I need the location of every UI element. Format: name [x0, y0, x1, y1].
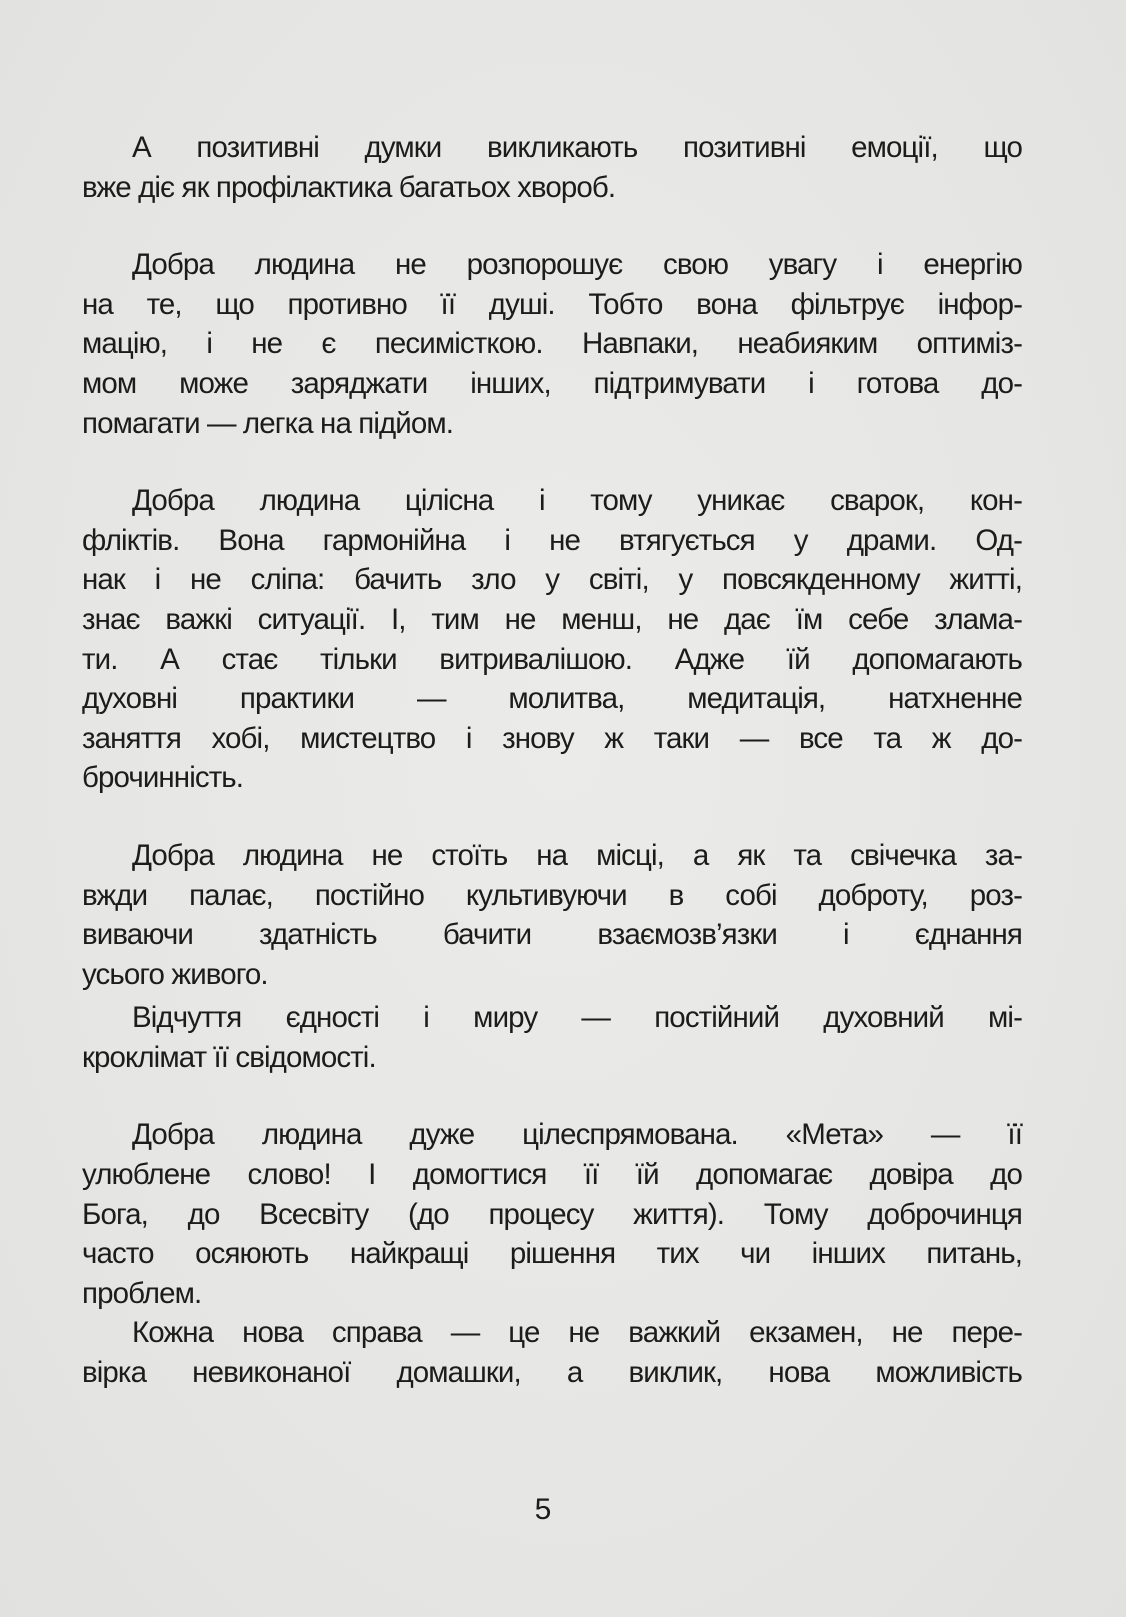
text-line: на те, що противно її душі. Тобто вона фільтрує інфор-: [82, 287, 1022, 321]
paragraph-integrity: [82, 481, 1022, 798]
page-text: [82, 128, 1022, 1393]
paragraph-spacer: [82, 1077, 1022, 1115]
text-line: знає важкі ситуації. І, тим не менш, не дає їм себе злама-: [82, 602, 1022, 636]
text-line: Добра людина цілісна і тому уникає сварок, кон-: [132, 484, 1022, 518]
text-line: часто осяюють найкращі рішення тих чи інших питань,: [82, 1237, 1022, 1271]
paragraph-new-task: [82, 1313, 1022, 1392]
text-line: А позитивні думки викликають позитивні емоції, що: [132, 131, 1022, 164]
text-line: кроклімат її свідомості.: [82, 1040, 376, 1074]
paragraph-spacer: [82, 207, 1022, 245]
text-line: улюблене слово! І домогтися її їй допомагає довіра до: [82, 1158, 1022, 1192]
text-line: Добра людина дуже цілеспрямована. «Мета» — її: [132, 1118, 1022, 1152]
text-line: вже діє як профілактика багатьох хвороб.: [82, 170, 616, 204]
text-line: нак і не сліпа: бачить зло у світі, у повсякденному житті,: [82, 563, 1022, 597]
text-line: Добра людина не розпорошує свою увагу і енергію: [132, 248, 1022, 282]
text-line: вжди палає, постійно культивуючи в собі доброту, роз-: [82, 878, 1022, 912]
text-line: Кожна нова справа — це не важкий екзамен, не пере-: [132, 1316, 1022, 1350]
text-line: вірка невиконаної домашки, а виклик, нова можливість: [82, 1356, 1022, 1390]
paragraph-spacer: [82, 798, 1022, 836]
paragraph-spacer: [82, 443, 1022, 481]
text-line: виваючи здатність бачити взаємозв’язки і єднання: [82, 918, 1022, 952]
paragraph-candle: [82, 836, 1022, 994]
text-line: духовні практики — молитва, медитація, натхненне: [82, 682, 1022, 716]
text-line: Бога, до Всесвіту (до процесу життя). Тому доброчинця: [82, 1197, 1022, 1231]
text-line: брочинність.: [82, 761, 244, 795]
page-number: 5: [534, 1493, 552, 1526]
text-line: Відчуття єдності і миру — постійний духовний мі-: [132, 1001, 1022, 1035]
paragraph-attention-energy: [82, 245, 1022, 443]
paragraph-positive-thoughts: [82, 128, 1022, 207]
text-line: ти. А стає тільки витривалішою. Адже їй допомагають: [82, 642, 1022, 676]
text-line: проблем.: [82, 1276, 202, 1310]
text-line: фліктів. Вона гармонійна і не втягується у драми. Од-: [82, 523, 1022, 557]
paragraph-unity-peace: [82, 998, 1022, 1077]
text-line: помагати — легка на підйом.: [82, 406, 454, 440]
paragraph-purposeful: [82, 1115, 1022, 1313]
text-line: заняття хобі, мистецтво і знову ж таки — все та ж до-: [82, 721, 1022, 755]
text-line: мом може заряджати інших, підтримувати і готова до-: [82, 366, 1022, 400]
text-line: мацію, і не є песимісткою. Навпаки, неабияким оптиміз-: [82, 327, 1022, 361]
text-line: Добра людина не стоїть на місці, а як та свічечка за-: [132, 838, 1022, 872]
text-line: усього живого.: [82, 957, 268, 991]
